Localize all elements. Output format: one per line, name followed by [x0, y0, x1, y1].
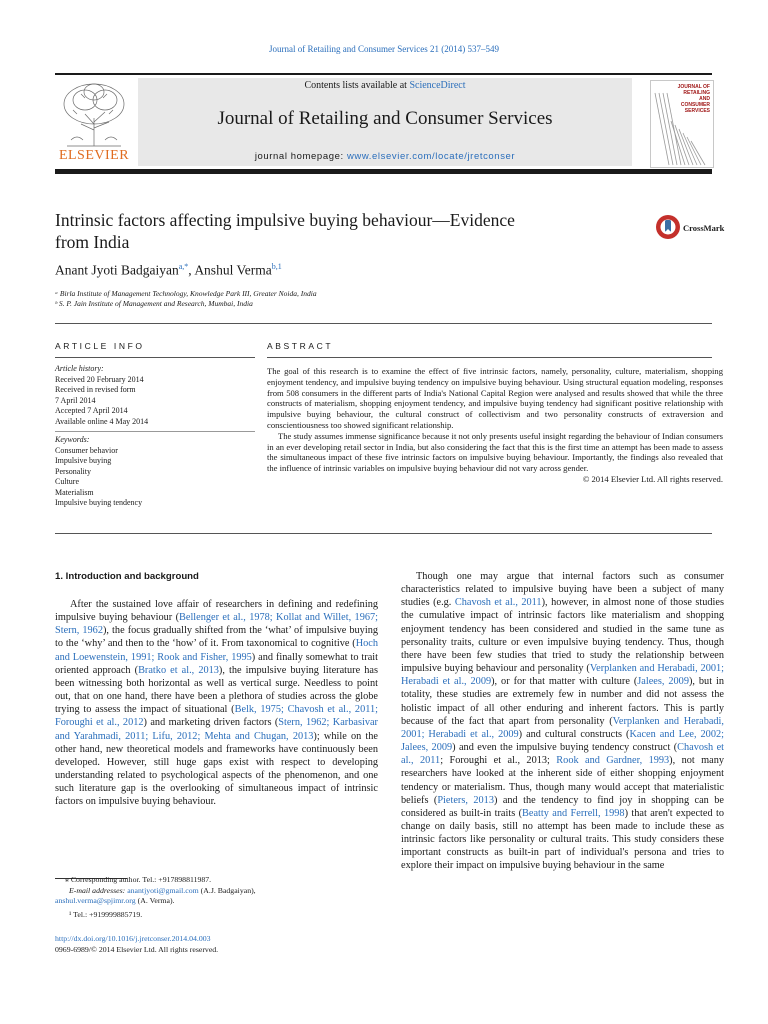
author-affiliation-mark[interactable]: a,* — [178, 262, 189, 271]
doi-block — [55, 934, 218, 955]
keyword: Impulsive buying — [55, 456, 112, 465]
abstract-heading: ABSTRACT — [267, 341, 334, 351]
crossmark-icon[interactable] — [655, 213, 681, 241]
citation-link[interactable]: Journal of Retailing and Consumer Services 21 (2014) 537–549 — [269, 44, 499, 54]
history-item: 7 April 2014 — [55, 395, 96, 405]
elsevier-tree-logo — [55, 80, 133, 148]
body-text: ) and marketing driven factors ( — [143, 717, 279, 729]
keyword: Personality — [55, 466, 91, 476]
body-text: ), the impulsive buying literature has been witnessing both horizontal as well as vertical surge. Needless to point out, that on one hand, there have been a plethora of studies across the globe trying to assess the impact of situational ( — [55, 664, 378, 716]
history-item: Received 20 February 2014 — [55, 374, 144, 384]
abstract-copyright: © 2014 Elsevier Ltd. All rights reserved. — [582, 473, 723, 484]
citation-link[interactable]: Hoch and Loewenstein, 1991; Rook and Fisher, 1995 — [55, 638, 378, 663]
author-separator: , — [188, 262, 195, 278]
history-item: Accepted 7 April 2014 — [55, 406, 128, 415]
body-column-left — [55, 598, 378, 809]
article-info-heading: ARTICLE INFO — [55, 341, 145, 351]
body-text: ), however, in almost none of those studies the cumulative impact of intrinsic factors like materialism and shopping enjoyment tendency has been considered and studied in the same tune as personality traits, culture or even impulsive buying tendency. Thus, though there have been few studies that tried to study the relationship between impulsive buying behaviour and personality ( — [401, 597, 724, 675]
issn-line: 0969-6989/© 2014 Elsevier Ltd. All rights reserved. — [55, 944, 219, 954]
body-text: ), not many researchers have looked at the inherent side of either shopping enjoyment tendency or materialism. Thus, though many would accept that materialistic beliefs ( — [401, 755, 725, 806]
keywords-label: Keywords: — [55, 435, 90, 444]
citation-link[interactable]: Stern, 1962; Karbasivar and Yarahmadi, 2011; Lifu, 2012; Mehta and Chugan, 2013 — [55, 717, 378, 742]
footnote-tel: ¹ Tel.: +919999885719. — [69, 910, 143, 919]
keyword: Culture — [55, 477, 79, 486]
author-line — [55, 262, 282, 279]
journal-title: Journal of Retailing and Consumer Services — [217, 108, 553, 129]
cover-title: JOURNAL OF RETAILING AND CONSUMER SERVICES — [677, 84, 710, 114]
journal-homepage — [138, 151, 632, 162]
crossmark-label[interactable]: CrossMark — [683, 223, 725, 233]
homepage-prefix: journal homepage: — [254, 151, 347, 162]
sciencedirect-link[interactable]: ScienceDirect — [409, 80, 466, 91]
body-column-right — [401, 570, 724, 873]
citation-link[interactable]: Bratko et al., 2013 — [138, 664, 219, 676]
abstract-rule — [267, 357, 712, 358]
author-name: Anshul Verma — [194, 262, 272, 278]
body-text: After the sustained love affair of researchers in defining and redefining impulsive buying behaviour ( — [55, 599, 378, 624]
body-text: ), or for that matter with culture ( — [491, 676, 638, 688]
body-text: Though one may argue that internal factors such as consumer characteristics related to impulsive buying have been a subject of many studies (e.g. — [401, 571, 724, 609]
citation-link[interactable]: Chavosh et al., 2011 — [454, 597, 542, 609]
section-divider — [55, 533, 712, 534]
citation-link[interactable]: Chavosh et al., 2011 — [401, 742, 725, 767]
article-info-rule — [55, 357, 255, 358]
contents-line — [138, 80, 632, 91]
keyword: Impulsive buying tendency — [55, 498, 143, 507]
citation-link[interactable]: Rook and Gardner, 1993 — [556, 755, 670, 767]
section-heading: 1. Introduction and background — [55, 571, 199, 582]
citation-link[interactable]: Verplanken and Herabadi, 2001; Herabadi et al., 2009 — [401, 715, 724, 740]
abstract-paragraph: The study assumes immense significance because it not only presents useful insight regarding the behaviour of Indian consumers in an ever developing retail sector in India, but also considering the fact that this is the first time an attempt has been made to assess the simultaneous impact of these five intrinsic factors on impulsive buying behaviour. Importantly, the findings also revealed that the influence of intrinsic variables on impulsive buying behaviour did not vary across gender. — [267, 430, 723, 474]
body-text: ) and even the impulsive buying tendency construct ( — [452, 742, 678, 754]
citation-link[interactable]: Beatty and Ferrell, 1998 — [522, 807, 625, 819]
author-name: Anant Jyoti Badgaiyan — [55, 262, 179, 278]
affiliation-b: ᵇ S. P. Jain Institute of Management and Research, Mumbai, India — [55, 299, 253, 308]
email-owner: (A.J. Badgaiyan), — [198, 886, 256, 895]
homepage-link[interactable]: www.elsevier.com/locate/jretconser — [346, 151, 516, 162]
footnote-corresponding: ⁎ Corresponding author. Tel.: +917898811987. — [65, 875, 212, 884]
body-text: ), but in totality, these studies are extremely few in number and did not assess the holistic impact of all other enduring and inherent factors. This is partly because of the fact that apart from personality ( — [401, 676, 724, 727]
header-bottom-rule — [55, 169, 712, 174]
email-label: E-mail addresses: — [69, 886, 128, 895]
header-top-rule — [55, 73, 712, 75]
body-text: ), the focus gradually shifted from the ‘what’ of impulsive buying to the ‘why’ and then to the ‘how’ of it. From taxonomical to cognitive ( — [55, 625, 378, 650]
contents-prefix: Contents lists available at — [304, 80, 410, 91]
author-affiliation-mark[interactable]: b,1 — [271, 262, 282, 271]
email-link[interactable]: anantjyoti@gmail.com — [127, 886, 199, 895]
body-text: ) and the tendency to find joy in shopping can be considered as built-in traits ( — [401, 794, 724, 819]
keyword: Materialism — [55, 487, 94, 497]
citation-link[interactable]: Jalees, 2009 — [637, 676, 689, 688]
body-text: ); while on the other hand, new theoretical models and frameworks have continuously been developed. However, still huge gaps exist with respect to developing understanding related to psychological aspects of the phenomenon, and one such literature gap is the overlooking of simultaneous impact of intrinsic factors on impulsive buying behaviour. — [55, 730, 379, 808]
citation-link[interactable]: Bellenger et al., 1978; Kollat and Willet, 1967; Stern, 1962 — [55, 612, 378, 637]
history-item: Received in revised form — [55, 385, 136, 394]
section-divider — [55, 323, 712, 324]
body-text: ) and cultural constructs ( — [518, 728, 630, 740]
article-info — [55, 364, 255, 509]
doi-link[interactable]: http://dx.doi.org/10.1016/j.jretconser.2014.04.003 — [55, 934, 211, 943]
body-text: ) and finally somewhat to trait oriented approach ( — [55, 651, 378, 676]
citation-link[interactable]: Verplanken and Herabadi, 2001; Herabadi et al., 2009 — [401, 663, 724, 688]
publisher-logo-text: ELSEVIER — [58, 148, 130, 163]
abstract-paragraph: The goal of this research is to examine the effect of five intrinsic factors, namely, personality, culture, materialism, shopping enjoyment tendency, and impulsive buying tendency on impulsive buying behaviour. Using structural equation modeling, responses from 508 consumers in the different parts of India's National Capital Region were analysed and results showed that while the three constructs of materialism, shopping enjoyment tendency, and impulsive buying tendency had significant positive relationship with impulsive buying behaviour, the cultural construct of collectivism and two personality constructs of extraversion and conscientiousness too showed significant relationship. — [267, 366, 723, 430]
article-title: Intrinsic factors affecting impulsive buying behaviour—Evidence from India — [55, 210, 515, 252]
keyword: Consumer behavior — [55, 445, 118, 455]
journal-cover-thumbnail[interactable] — [650, 80, 714, 168]
email-link[interactable]: anshul.verma@spjimr.org — [55, 896, 136, 905]
body-text: ; Foroughi et al., 2013; — [440, 755, 557, 767]
info-divider — [55, 431, 255, 432]
history-label: Article history: — [55, 364, 104, 373]
citation-link[interactable]: Pieters, 2013 — [437, 794, 494, 806]
citation-link[interactable]: Kacen and Lee, 2002; Jalees, 2009 — [401, 728, 724, 754]
affiliation-a: ᵃ Birla Institute of Management Technology, Knowledge Park III, Greater Noida, India — [55, 289, 317, 298]
history-item: Available online 4 May 2014 — [55, 416, 149, 426]
abstract-body — [267, 366, 723, 485]
citation-link[interactable]: Belk, 1975; Chavosh et al., 2011; Foroughi et al., 2012 — [55, 704, 378, 729]
body-text: ) that aren't expected to change on daily basis, still no attempt has been made to include these as intrinsic factors like personality or cultural traits. This study considers these important constructs as built-in part of individual's persona and tries to explore their impact on impulsive buying behaviour in the same — [401, 807, 724, 872]
footnote-emails — [55, 886, 378, 906]
email-owner: (A. Verma). — [135, 896, 175, 905]
